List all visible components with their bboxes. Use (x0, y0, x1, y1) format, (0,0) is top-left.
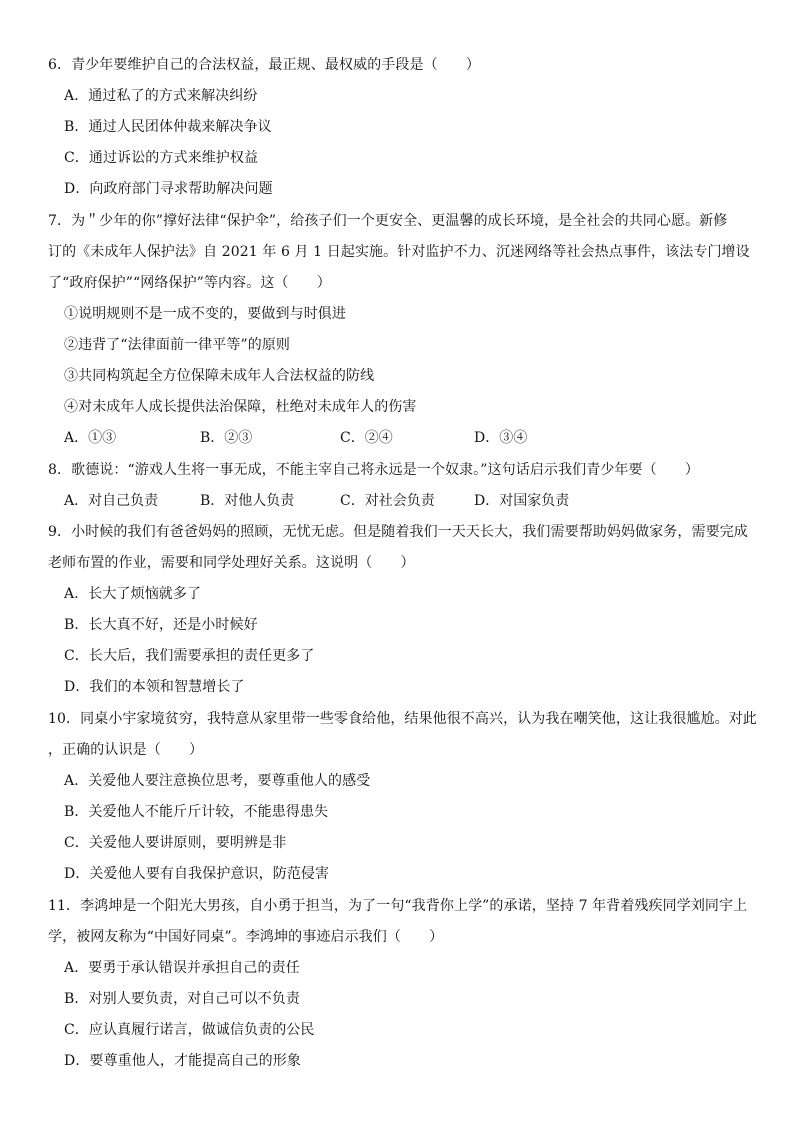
question-10-option-d[interactable]: D．关爱他人要有自我保护意识，防范侵害 (64, 866, 330, 882)
question-11-option-a[interactable]: A．要勇于承认错误并承担自己的责任 (64, 960, 300, 976)
question-10-option-c[interactable]: C．关爱他人要讲原则，要明辨是非 (64, 835, 287, 851)
question-7-item-1: ①说明规则不是一成不变的，要做到与时俱进 (64, 306, 346, 322)
question-9-option-b[interactable]: B．长大真不好，还是小时候好 (64, 617, 258, 633)
question-8-stem: 8．歌德说：“游戏人生将一事无成，不能主宰自己将永远是一个奴隶。”这句话启示我们青少年要（ ） (48, 462, 700, 478)
question-8-option-a[interactable]: A．对自己负责 (64, 493, 159, 509)
question-7-option-b[interactable]: B．②③ (200, 430, 253, 446)
question-6-option-d[interactable]: D．向政府部门寻求帮助解决问题 (64, 181, 273, 197)
question-7-stem-line-3: 了“政府保护”“网络保护”等内容。这（ ） (48, 275, 331, 291)
question-7-option-d[interactable]: D．③④ (474, 430, 528, 446)
question-6-option-a[interactable]: A．通过私了的方式来解决纠纷 (64, 88, 258, 104)
question-9-stem-line-2: 老师布置的作业，需要和同学处理好关系。这说明（ ） (48, 555, 415, 571)
question-9-option-a[interactable]: A．长大了烦恼就多了 (64, 586, 202, 602)
question-11-option-d[interactable]: D．要尊重他人，才能提高自己的形象 (64, 1053, 301, 1069)
question-6-option-c[interactable]: C．通过诉讼的方式来维护权益 (64, 150, 259, 166)
question-11-stem-line-1: 11．李鸿坤是一个阳光大男孩，自小勇于担当，为了一句“我背你上学”的承诺，坚持 7 年背着残疾同学刘同宇上 (48, 898, 748, 914)
question-11-option-b[interactable]: B．对别人要负责，对自己可以不负责 (64, 991, 300, 1007)
question-11-stem-line-2: 学，被网友称为“中国好同桌”。李鸿坤的事迹启示我们（ ） (48, 929, 444, 945)
question-7-item-3: ③共同构筑起全方位保障未成年人合法权益的防线 (64, 368, 375, 384)
question-7-item-2: ②违背了“法律面前一律平等”的原则 (64, 337, 291, 353)
question-7-stem-line-2: 订的《未成年人保护法》自 2021 年 6 月 1 日起实施。针对监护不力、沉迷网络等社会热点事件，该法专门增设 (48, 244, 750, 260)
question-8-option-b[interactable]: B．对他人负责 (200, 493, 295, 509)
question-6-stem: 6．青少年要维护自己的合法权益，最正规、最权威的手段是（ ） (48, 57, 481, 73)
question-10-stem-line-2: ，正确的认识是（ ） (48, 742, 204, 758)
question-7-stem-line-1: 7．为＂少年的你”撑好法律“保护伞”，给孩子们一个更安全、更温馨的成长环境，是全社会的共同心愿。新修 (48, 213, 728, 229)
question-10-option-b[interactable]: B．关爱他人不能斤斤计较，不能患得患失 (64, 804, 329, 820)
question-7-item-4: ④对未成年人成长提供法治保障，杜绝对未成年人的伤害 (64, 399, 417, 415)
question-10-option-a[interactable]: A．关爱他人要注意换位思考，要尊重他人的感受 (64, 773, 371, 789)
question-6-option-b[interactable]: B．通过人民团体仲裁来解决争议 (64, 119, 272, 135)
question-9-stem-line-1: 9．小时候的我们有爸爸妈妈的照顾，无忧无虑。但是随着我们一天天长大，我们需要帮助妈妈做家务，需要完成 (48, 524, 748, 540)
question-11-option-c[interactable]: C．应认真履行诺言，做诚信负责的公民 (64, 1022, 315, 1038)
question-7-option-c[interactable]: C．②④ (340, 430, 393, 446)
question-7-option-a[interactable]: A．①③ (64, 430, 117, 446)
question-9-option-d[interactable]: D．我们的本领和智慧增长了 (64, 679, 245, 695)
question-9-option-c[interactable]: C．长大后，我们需要承担的责任更多了 (64, 648, 315, 664)
question-10-stem-line-1: 10．同桌小宇家境贫穷，我特意从家里带一些零食给他，结果他很不高兴，认为我在嘲笑他，这让我很尴尬。对此 (48, 711, 757, 727)
question-8-option-d[interactable]: D．对国家负责 (474, 493, 570, 509)
question-8-option-c[interactable]: C．对社会负责 (340, 493, 435, 509)
